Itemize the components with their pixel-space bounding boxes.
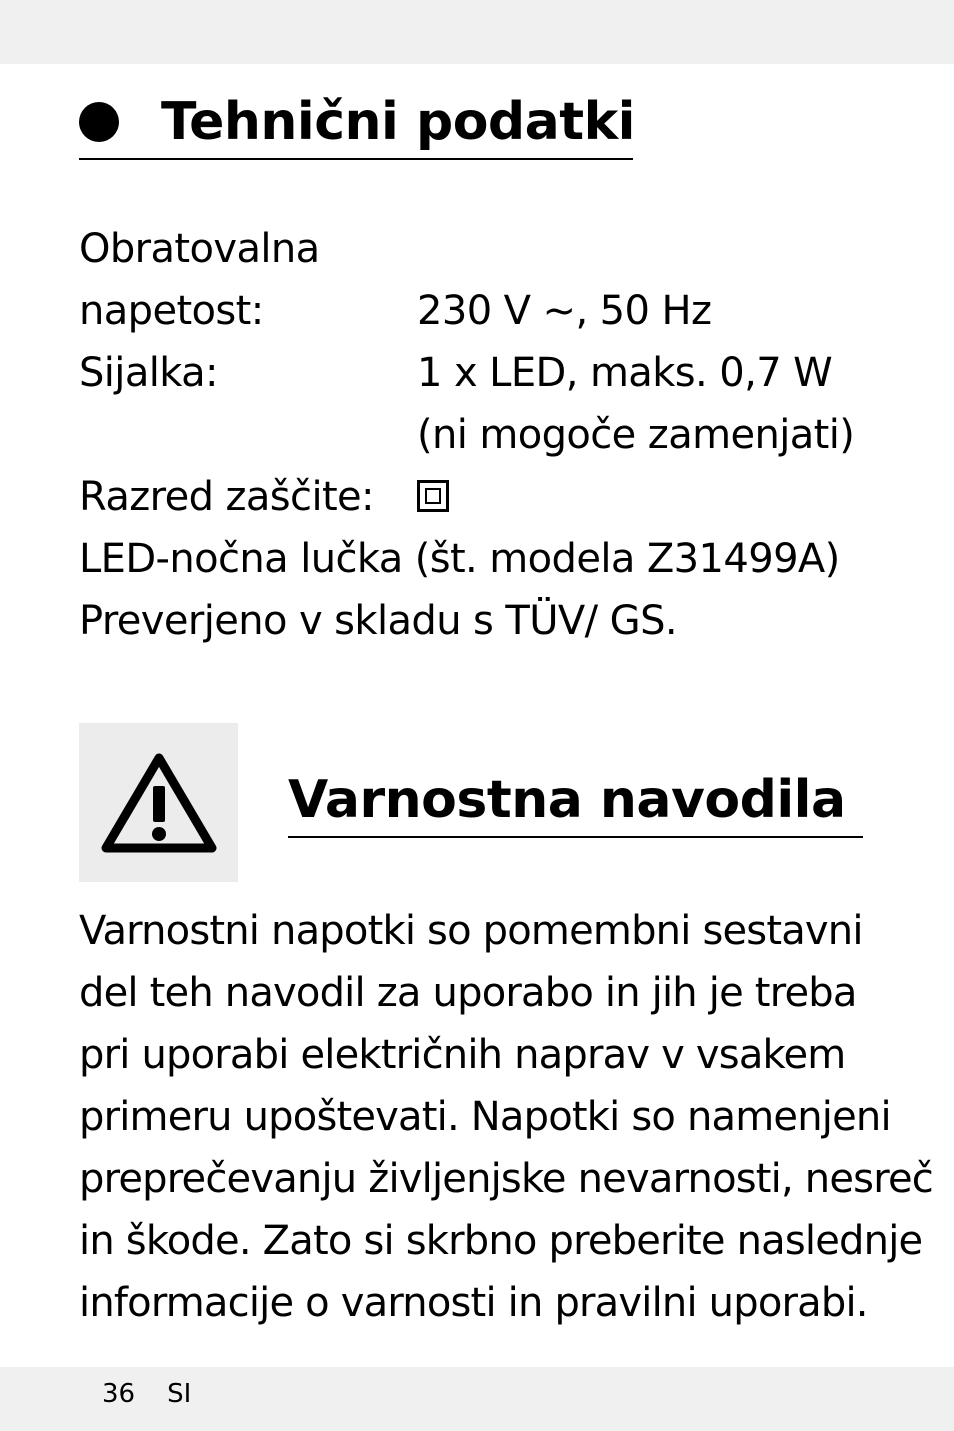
heading-text: Tehnični podatki [161, 92, 635, 152]
language-code: SI [167, 1379, 192, 1409]
page-number: 36 [102, 1379, 136, 1409]
warning-box [79, 723, 238, 882]
warning-triangle-icon [100, 752, 218, 854]
paragraph-line: Varnostni napotki so pomembni sestavni [79, 908, 863, 954]
spec-label: Razred zaščite: [79, 474, 374, 520]
page-footer [102, 1378, 223, 1410]
spec-label: Sijalka: [79, 350, 218, 396]
paragraph-line: preprečevanju življenjske nevarnosti, nesreč [79, 1156, 933, 1202]
class-ii-double-square-icon [417, 480, 449, 512]
paragraph-line: primeru upoštevati. Napotki so namenjeni [79, 1094, 891, 1140]
section-heading-safety: Varnostna navodila [288, 770, 863, 838]
spec-label: napetost: [79, 288, 264, 334]
top-band [0, 0, 954, 64]
safety-paragraph [79, 900, 933, 1334]
bullet-icon [79, 102, 119, 142]
class-ii-inner-square [425, 488, 441, 504]
spec-value: 230 V ~, 50 Hz [417, 288, 712, 334]
paragraph-line: pri uporabi električnih naprav v vsakem [79, 1032, 846, 1078]
certification-text: Preverjeno v skladu s TÜV/ GS. [79, 598, 677, 644]
section-heading-technical-data [79, 88, 633, 160]
paragraph-line: informacije o varnosti in pravilni uporabi. [79, 1280, 868, 1326]
model-text: LED-nočna lučka (št. modela Z31499A) [79, 536, 840, 582]
spec-label: Obratovalna [79, 226, 320, 272]
paragraph-line: in škode. Zato si skrbno preberite naslednje [79, 1218, 923, 1264]
spec-value: 1 x LED, maks. 0,7 W [417, 350, 833, 396]
spec-value: (ni mogoče zamenjati) [417, 412, 855, 458]
paragraph-line: del teh navodil za uporabo in jih je treba [79, 970, 857, 1016]
